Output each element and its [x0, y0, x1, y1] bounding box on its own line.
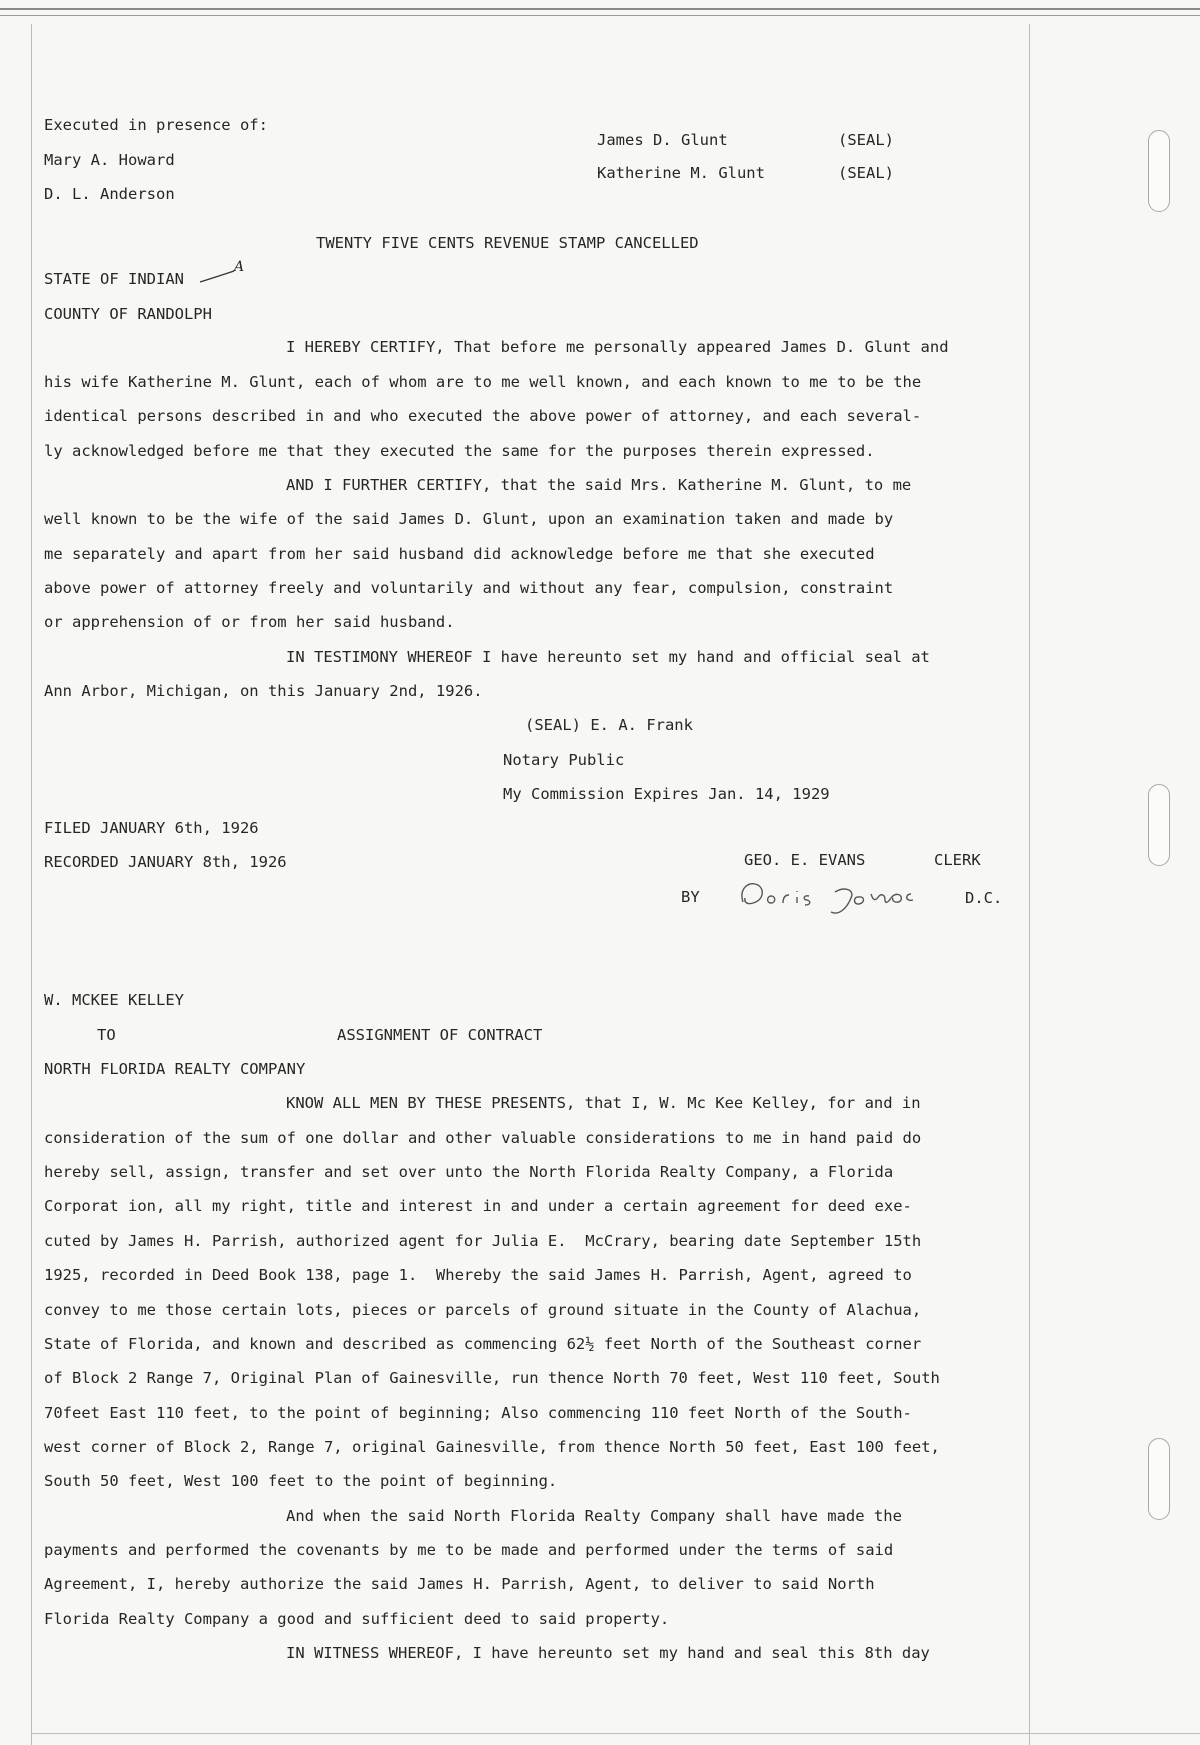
- by-label: BY: [681, 888, 700, 906]
- handwritten-correction-mark: [198, 262, 253, 286]
- deputy-clerk-signature: [735, 872, 945, 920]
- venue-state: STATE OF INDIAN: [44, 270, 184, 288]
- witness-heading: Executed in presence of:: [44, 116, 268, 134]
- assignment-line: IN WITNESS WHEREOF, I have hereunto set my hand and seal this 8th day: [286, 1644, 930, 1662]
- deputy-title: D.C.: [965, 889, 1003, 907]
- ack-line: well known to be the wife of the said James D. Glunt, upon an examination taken and made by: [44, 510, 894, 528]
- filed-date: FILED JANUARY 6th, 1926: [44, 819, 259, 837]
- ack-line: AND I FURTHER CERTIFY, that the said Mrs. Katherine M. Glunt, to me: [286, 476, 912, 494]
- assignment-line: of Block 2 Range 7, Original Plan of Gainesville, run thence North 70 feet, West 110 feet, South: [44, 1369, 940, 1387]
- assignment-line: west corner of Block 2, Range 7, original Gainesville, from thence North 50 feet, East 100 feet,: [44, 1438, 940, 1456]
- assignment-line: KNOW ALL MEN BY THESE PRESENTS, that I, W. Mc Kee Kelley, for and in: [286, 1094, 921, 1112]
- assignment-line: consideration of the sum of one dollar and other valuable considerations to me in hand paid do: [44, 1129, 922, 1147]
- assignor-name: W. MCKEE KELLEY: [44, 991, 184, 1009]
- witness-name: D. L. Anderson: [44, 185, 175, 203]
- notary-seal-name: (SEAL) E. A. Frank: [525, 716, 693, 734]
- left-margin-line: [31, 24, 32, 1745]
- ack-line: me separately and apart from her said husband did acknowledge before me that she executed: [44, 545, 875, 563]
- assignment-line: Corporat ion, all my right, title and interest in and under a certain agreement for deed exe-: [44, 1197, 912, 1215]
- ack-line: I HEREBY CERTIFY, That before me personally appeared James D. Glunt and: [286, 338, 949, 356]
- ack-line: above power of attorney freely and voluntarily and without any fear, compulsion, constraint: [44, 579, 894, 597]
- notary-commission: My Commission Expires Jan. 14, 1929: [503, 785, 830, 803]
- state-correction: A: [234, 259, 245, 275]
- assignment-line: convey to me those certain lots, pieces or parcels of ground situate in the County of Alachua,: [44, 1301, 922, 1319]
- assignment-line: payments and performed the covenants by me to be made and performed under the terms of said: [44, 1541, 894, 1559]
- assignment-line: South 50 feet, West 100 feet to the point of beginning.: [44, 1472, 558, 1490]
- ack-line: or apprehension of or from her said husband.: [44, 613, 455, 631]
- bottom-margin-line: [31, 1733, 1200, 1734]
- assignment-line: And when the said North Florida Realty Company shall have made the: [286, 1507, 902, 1525]
- venue-county: COUNTY OF RANDOLPH: [44, 305, 212, 323]
- document-title: ASSIGNMENT OF CONTRACT: [337, 1026, 543, 1044]
- grantor-seal: (SEAL): [838, 131, 894, 149]
- grantor-name: Katherine M. Glunt: [597, 164, 765, 182]
- assignment-line: Agreement, I, hereby authorize the said James H. Parrish, Agent, to deliver to said North: [44, 1575, 875, 1593]
- assignee-name: NORTH FLORIDA REALTY COMPANY: [44, 1060, 306, 1078]
- binder-hole: [1148, 130, 1170, 212]
- grantor-seal: (SEAL): [838, 164, 894, 182]
- grantor-name: James D. Glunt: [597, 131, 728, 149]
- ack-line: his wife Katherine M. Glunt, each of whom are to me well known, and each known to me to be the: [44, 373, 922, 391]
- assignment-line: 70feet East 110 feet, to the point of beginning; Also commencing 110 feet North of the South-: [44, 1404, 912, 1422]
- binder-hole: [1148, 784, 1170, 866]
- to-label: TO: [97, 1026, 116, 1044]
- binder-hole: [1148, 1438, 1170, 1520]
- right-margin-line: [1029, 24, 1030, 1745]
- recorded-date: RECORDED JANUARY 8th, 1926: [44, 853, 287, 871]
- ack-line: identical persons described in and who executed the above power of attorney, and each several-: [44, 407, 922, 425]
- assignment-line: Florida Realty Company a good and sufficient deed to said property.: [44, 1610, 670, 1628]
- notary-title: Notary Public: [503, 751, 625, 769]
- clerk-name: GEO. E. EVANS: [744, 851, 866, 869]
- stamp-note: TWENTY FIVE CENTS REVENUE STAMP CANCELLED: [316, 234, 699, 252]
- witness-name: Mary A. Howard: [44, 151, 175, 169]
- ack-line: Ann Arbor, Michigan, on this January 2nd, 1926.: [44, 682, 483, 700]
- top-border-rule: [0, 8, 1200, 16]
- clerk-title: CLERK: [934, 851, 981, 869]
- assignment-line: cuted by James H. Parrish, authorized agent for Julia E. McCrary, bearing date September 15th: [44, 1232, 922, 1250]
- assignment-line: hereby sell, assign, transfer and set over unto the North Florida Realty Company, a Florida: [44, 1163, 894, 1181]
- ack-line: ly acknowledged before me that they executed the same for the purposes therein expressed.: [44, 442, 875, 460]
- assignment-line: 1925, recorded in Deed Book 138, page 1. Whereby the said James H. Parrish, Agent, agreed to: [44, 1266, 912, 1284]
- ack-line: IN TESTIMONY WHEREOF I have hereunto set my hand and official seal at: [286, 648, 930, 666]
- assignment-line: State of Florida, and known and described as commencing 62½ feet North of the Southeast corner: [44, 1335, 922, 1353]
